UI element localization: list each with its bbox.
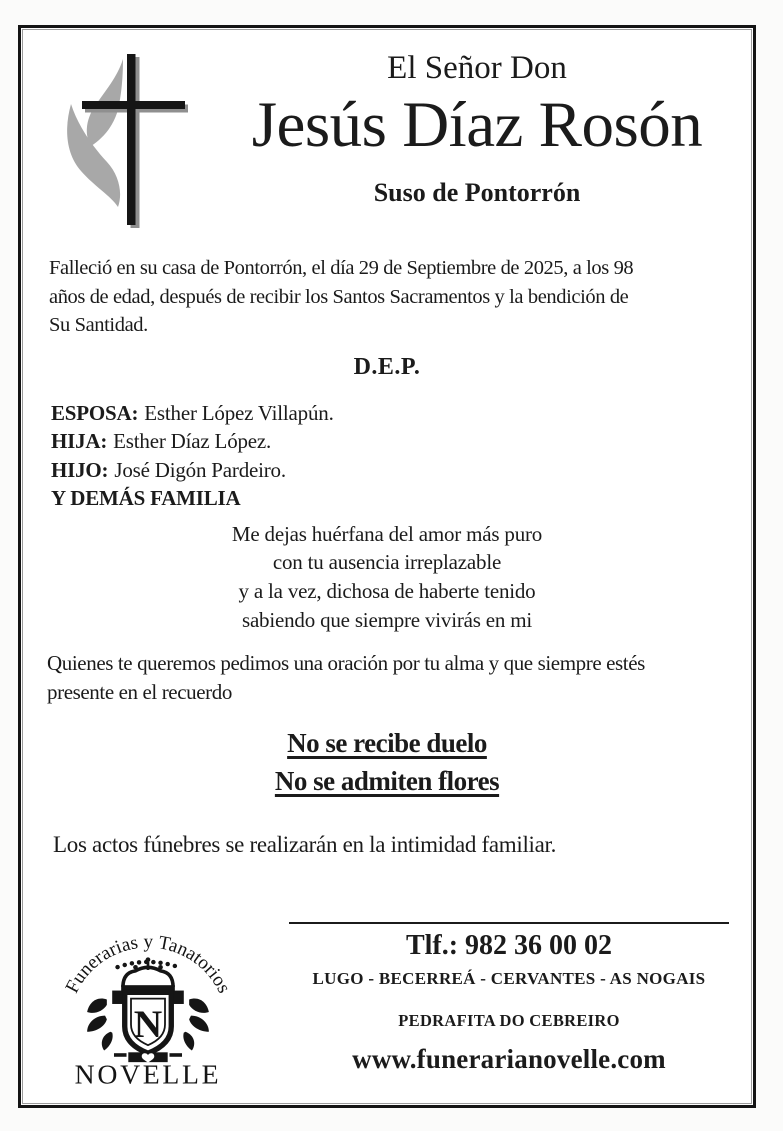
family-row bbox=[51, 399, 729, 428]
deceased-alias: Suso de Pontorrón bbox=[373, 178, 581, 207]
service-location-extra: PEDRAFITA DO CEBREIRO bbox=[398, 1011, 620, 1031]
courtesy-title: El Señor Don bbox=[387, 50, 567, 86]
poem-line: sabiendo que siempre vivirás en mi bbox=[241, 607, 533, 632]
family-row bbox=[51, 427, 729, 456]
family-list bbox=[51, 399, 729, 513]
dep-abbreviation: D.E.P. bbox=[353, 353, 421, 380]
poem-line: Me dejas huérfana del amor más puro bbox=[231, 521, 543, 546]
family-label: HIJO: bbox=[51, 457, 109, 482]
announcement-line: Falleció en su casa de Pontorrón, el día 29 de Septiembre de 2025, a los 98 bbox=[49, 257, 634, 279]
novelle-crest-icon bbox=[45, 902, 273, 1089]
poem-line: y a la vez, dichosa de haberte tenido bbox=[238, 578, 536, 603]
cross-and-flame-icon bbox=[45, 50, 225, 238]
brand-name: NOVELLE bbox=[74, 1059, 222, 1090]
family-label: ESPOSA: bbox=[51, 400, 139, 425]
obituary-card-inner bbox=[22, 29, 752, 1104]
header bbox=[45, 50, 729, 238]
announcement-line: años de edad, después de recibir los Santos Sacramentos y la bendición de bbox=[49, 285, 629, 308]
memorial-poem bbox=[45, 520, 729, 634]
family-name: Esther Díaz López. bbox=[113, 429, 272, 454]
poem-line: con tu ausencia irreplazable bbox=[272, 550, 502, 575]
title-block bbox=[225, 50, 729, 208]
notice-line: No se admiten flores bbox=[274, 766, 500, 797]
brand-monogram: N bbox=[133, 1002, 163, 1047]
family-name: José Digón Pardeiro. bbox=[114, 457, 286, 482]
family-label: HIJA: bbox=[51, 429, 108, 454]
family-closing: Y DEMÁS FAMILIA bbox=[51, 486, 241, 511]
death-announcement bbox=[49, 254, 729, 340]
privacy-notice: Los actos fúnebres se realizarán en la intimidad familiar. bbox=[53, 832, 557, 858]
prayer-request bbox=[47, 649, 729, 707]
footer bbox=[45, 902, 729, 1089]
website-url: www.funerarianovelle.com bbox=[352, 1044, 666, 1075]
contact-block bbox=[273, 902, 729, 1089]
request-line: presente en el recuerdo bbox=[47, 680, 232, 705]
obituary-card bbox=[18, 25, 756, 1108]
request-line: Quienes te queremos pedimos una oración por tu alma y que siempre estés bbox=[47, 651, 645, 676]
brand-arc-text: Funerarias y Tanatorios bbox=[61, 931, 235, 997]
announcement-line: Su Santidad. bbox=[49, 314, 148, 337]
mourning-notices bbox=[45, 724, 729, 800]
service-locations: LUGO - BECERREÁ - CERVANTES - AS NOGAIS bbox=[312, 969, 706, 989]
family-name: Esther López Villapún. bbox=[144, 400, 334, 425]
deceased-name: Jesús Díaz Rosón bbox=[251, 89, 703, 161]
divider-rule bbox=[289, 922, 729, 924]
phone-number: Tlf.: 982 36 00 02 bbox=[405, 930, 613, 962]
notice-line: No se recibe duelo bbox=[287, 728, 487, 759]
family-row bbox=[51, 456, 729, 485]
